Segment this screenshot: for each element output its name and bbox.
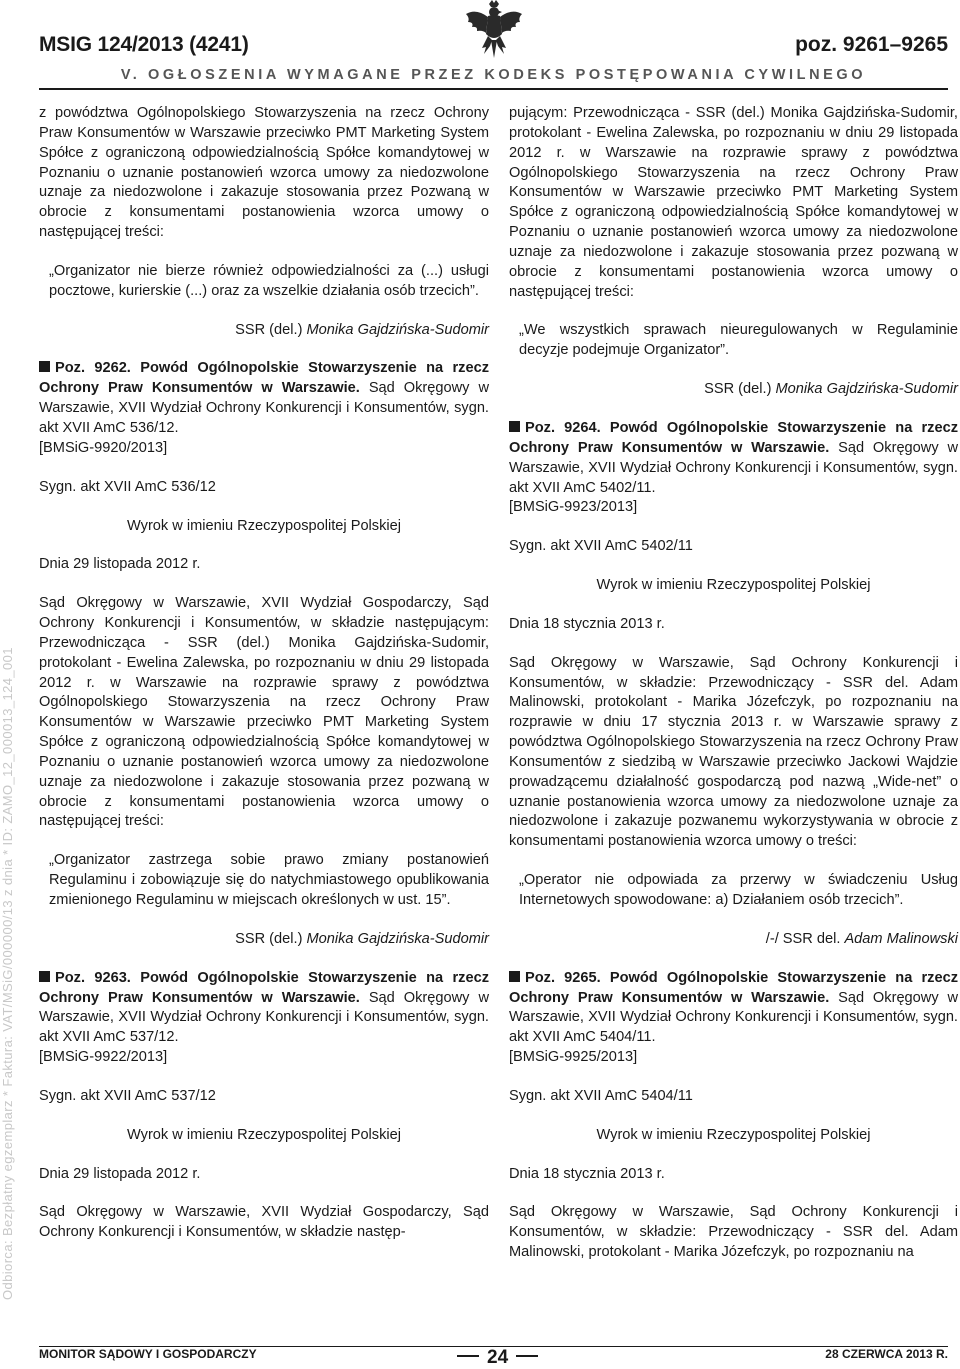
quoted-clause: „Operator nie odpowiada za przerwy w świadczeniu Usług Internetowych spowodowane: a) Działaniem osób trzecich”. bbox=[519, 872, 958, 908]
judge-signature: /-/ SSR del. Adam Malinowski bbox=[765, 930, 958, 947]
case-signature: Sygn. akt XVII AmC 5402/11 bbox=[509, 538, 693, 555]
judgment-date: Dnia 18 stycznia 2013 r. bbox=[509, 1165, 665, 1182]
judgment-body: Sąd Okręgowy w Warszawie, Sąd Ochrony Konkurencji i Konsumentów, w składzie: Przewodniczący - SSR del. Adam Malinowski, protokolant - Marika Józefczyk, po rozpoznaniu na rozprawie w dniu 17 stycznia 2013 r. w Warszawie sprawy z powództwa Ogólnopolskiego Stowarzyszenia na rzecz Ochrony Praw Konsumentów z siedzibą w Warszawie przeciwko Jackowi Wajdzie prowadzącemu działalność gospodarczą pod nazwą „Wide-net” o uznanie postanowienia wzorca umowy za niedozwolone uznaje za niedozwolone i zakazuje pozwanemu wykorzystywania w obrocie z konsumentami postanowienia wzorca umowy o treści: bbox=[509, 654, 958, 850]
continued-quoted-clause: „We wszystkich sprawach nieuregulowanych w Regulaminie decyzje podejmuje Organizator”. bbox=[519, 322, 958, 359]
case-signature: Sygn. akt XVII AmC 5404/11 bbox=[509, 1087, 693, 1104]
judgment-title: Wyrok w imieniu Rzeczypospolitej Polskiej bbox=[127, 517, 401, 534]
reference-code: [BMSiG-9920/2013] bbox=[39, 439, 168, 456]
square-bullet-icon bbox=[39, 971, 50, 982]
entry-9262 bbox=[39, 359, 489, 949]
right-column bbox=[509, 104, 958, 1263]
positions-range: poz. 9261–9265 bbox=[795, 33, 948, 56]
square-bullet-icon bbox=[509, 971, 520, 982]
continued-judgment-text: z powództwa Ogólnopolskiego Stowarzyszenia na rzecz Ochrony Praw Konsumentów w Warszawie przeciwko PMT Marketing System Spółce z ograniczoną odpowiedzialnością Spółce komandytowej w Poznaniu o uznanie postanowień wzorca umowy za niedozwolone uznaje za niedozwolone i zakazuje stosowania przez Pozwaną w obrocie z konsumentami postanowienia wzorca umowy o następującej treści: bbox=[39, 105, 489, 241]
entry-heading: Poz. 9264. Powód Ogólnopolskie Stowarzyszenie na rzecz Ochrony Praw Konsumentów w Warszawie. Sąd Okręgowy w Warszawie, XVII Wydział Ochrony Konkurencji i Konsumentów, sygn. akt XVII AmC 5402/11. bbox=[509, 419, 959, 496]
reference-code: [BMSiG-9922/2013] bbox=[39, 1049, 168, 1066]
continued-signature: SSR (del.) Monika Gajdzińska-Sudomir bbox=[235, 321, 489, 338]
issue-title: MSIG 124/2013 (4241) bbox=[39, 33, 249, 56]
header-divider bbox=[39, 88, 948, 90]
judgment-date: Dnia 29 listopada 2012 r. bbox=[39, 1165, 201, 1182]
judgment-date: Dnia 18 stycznia 2013 r. bbox=[509, 615, 665, 632]
continued-signature: SSR (del.) Monika Gajdzińska-Sudomir bbox=[704, 381, 958, 398]
recipient-watermark: Odbiorca: Bezpłatny egzemplarz * Faktura: VAT/MSiG/000000/13 z dnia * ID: ZAMO_12_000013_124_001 bbox=[0, 647, 15, 1300]
judgment-date: Dnia 29 listopada 2012 r. bbox=[39, 556, 201, 573]
judgment-body: Sąd Okręgowy w Warszawie, XVII Wydział Gospodarczy, Sąd Ochrony Konkurencji i Konsumentów, w składzie następ- bbox=[39, 1204, 489, 1241]
left-column bbox=[39, 104, 489, 1243]
judgment-title: Wyrok w imieniu Rzeczypospolitej Polskiej bbox=[596, 577, 871, 594]
judgment-title: Wyrok w imieniu Rzeczypospolitej Polskiej bbox=[596, 1126, 871, 1143]
case-signature: Sygn. akt XVII AmC 537/12 bbox=[39, 1087, 216, 1104]
page-number: 24 bbox=[457, 1347, 538, 1369]
judge-signature: SSR (del.) Monika Gajdzińska-Sudomir bbox=[235, 930, 489, 947]
entry-heading: Poz. 9262. Powód Ogólnopolskie Stowarzyszenie na rzecz Ochrony Praw Konsumentów w Warszawie. Sąd Okręgowy w Warszawie, XVII Wydział Ochrony Konkurencji i Konsumentów, sygn. akt XVII AmC 536/12. bbox=[39, 360, 489, 436]
entry-heading: Poz. 9263. Powód Ogólnopolskie Stowarzyszenie na rzecz Ochrony Praw Konsumentów w Warszawie. Sąd Okręgowy w Warszawie, XVII Wydział Ochrony Konkurencji i Konsumentów, sygn. akt XVII AmC 537/12. bbox=[39, 969, 489, 1046]
continued-judgment-text: pującym: Przewodnicząca - SSR (del.) Monika Gajdzińska-Sudomir, protokolant - Ewelina Zalewska, po rozpoznaniu w dniu 29 listopada 2012 r. w Warszawie na rozprawie sprawy z powództwa Ogólnopolskiego Stowarzyszenia na rzecz Ochrony Praw Konsumentów w Warszawie przeciwko PMT Marketing System Spółce z ograniczoną odpowiedzialnością Spółce komandytowej w Poznaniu o uznanie postanowień wzorca umowy za niedozwolone uznaje za niedozwolone i zakazuje stosowania przez pozwaną w obrocie z konsumentami postanowienia wzorca umowy o następującej treści: bbox=[509, 105, 958, 300]
section-heading: V. OGŁOSZENIA WYMAGANE PRZEZ KODEKS POSTĘPOWANIA CYWILNEGO bbox=[120, 67, 867, 83]
polish-eagle-emblem-icon bbox=[464, 0, 524, 62]
judgment-body: Sąd Okręgowy w Warszawie, XVII Wydział Gospodarczy, Sąd Ochrony Konkurencji i Konsumentów, w składzie następującym: Przewodnicząca - SSR (del.) Monika Gajdzińska-Sudomir, protokolant - Ewelina Zalewska, po rozpoznaniu w dniu 29 listopada 2012 r. w Warszawie na rozprawie sprawy z powództwa Ogólnopolskiego Stowarzyszenia na rzecz Ochrony Praw Konsumentów w Warszawie przeciwko PMT Marketing System Spółce z ograniczoną odpowiedzialnością Spółce komandytowej w Poznaniu o uznanie postanowień wzorca umowy za niedozwolone uznaje za niedozwolone i zakazuje stosowania przez pozwaną w obrocie z konsumentami postanowienia wzorca umowy o następującej treści: bbox=[39, 595, 489, 830]
publication-name: MONITOR SĄDOWY I GOSPODARCZY bbox=[39, 1347, 257, 1361]
case-signature: Sygn. akt XVII AmC 536/12 bbox=[39, 478, 216, 495]
square-bullet-icon bbox=[39, 361, 50, 372]
entry-9265 bbox=[509, 969, 958, 1263]
judgment-title: Wyrok w imieniu Rzeczypospolitej Polskiej bbox=[127, 1126, 401, 1143]
square-bullet-icon bbox=[509, 421, 520, 432]
issue-date: 28 CZERWCA 2013 R. bbox=[825, 1347, 948, 1361]
quoted-clause: „Organizator zastrzega sobie prawo zmiany postanowień Regulaminu i zobowiązuje się do natychmiastowego opublikowania zmienionego Regulaminu w miejscach określonych w ust. 15”. bbox=[49, 852, 489, 908]
entry-9264 bbox=[509, 419, 958, 950]
judgment-body: Sąd Okręgowy w Warszawie, Sąd Ochrony Konkurencji i Konsumentów, w składzie: Przewodniczący - SSR del. Adam Malinowski, protokolant - Marika Józefczyk, po rozpoznaniu na bbox=[509, 1204, 958, 1261]
reference-code: [BMSiG-9923/2013] bbox=[509, 499, 638, 516]
reference-code: [BMSiG-9925/2013] bbox=[509, 1049, 638, 1066]
entry-9263 bbox=[39, 969, 489, 1243]
continued-quoted-clause: „Organizator nie bierze również odpowiedzialności za (...) usługi pocztowe, kurierskie (...) oraz za wszelkie działania osób trzecich”. bbox=[49, 262, 489, 299]
entry-heading: Poz. 9265. Powód Ogólnopolskie Stowarzyszenie na rzecz Ochrony Praw Konsumentów w Warszawie. Sąd Okręgowy w Warszawie, XVII Wydział Ochrony Konkurencji i Konsumentów, sygn. akt XVII AmC 5404/11. bbox=[509, 969, 959, 1046]
